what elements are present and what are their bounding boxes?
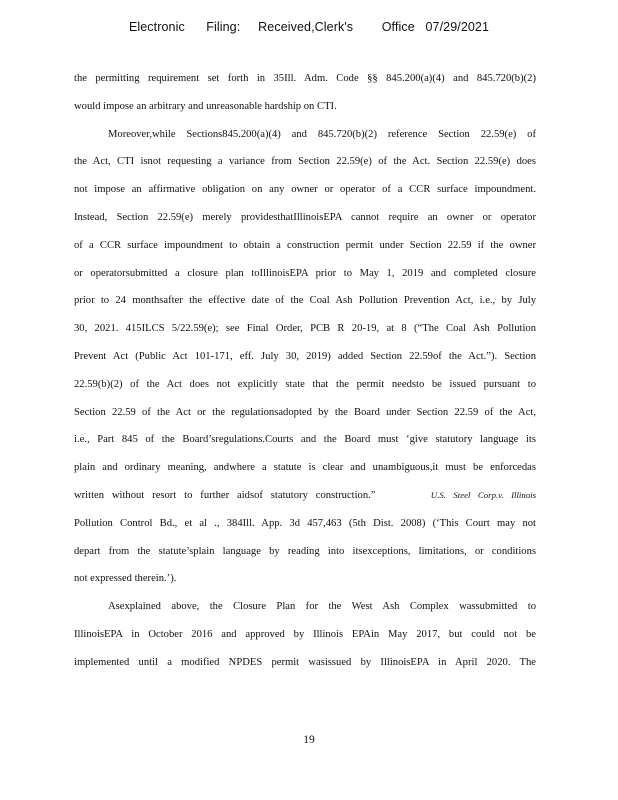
text-line: prior to 24 monthsafter the effective date of the Coal Ash Pollution Prevention Act, i.e., by July — [74, 295, 536, 307]
page-number: 19 — [303, 734, 315, 746]
text-line-with-citation — [74, 487, 536, 515]
text-line: Prevent Act (Public Act 101-171, eff. July 30, 2019) added Section 22.59of the Act.”). Section — [74, 350, 536, 362]
text-fragment: written without resort to further aidsof statutory construction.” — [74, 489, 376, 501]
text-line: Section 22.59 of the Act or the regulationsadopted by the Board under Section 22.59 of the Act, — [74, 406, 536, 418]
text-line: not expressed therein.’). — [74, 573, 177, 585]
text-line: not impose an affirmative obligation on any owner or operator of a CCR surface impoundment. — [74, 184, 536, 196]
text-line: Moreover,while Sections845.200(a)(4) and 845.720(b)(2) reference Section 22.59(e) of — [108, 128, 536, 140]
text-line: i.e., Part 845 of the Board’sregulations.Courts and the Board must ‘give statutory language its — [74, 434, 536, 446]
text-line: plain and ordinary meaning, andwhere a statute is clear and unambiguous,it must be enforcedas — [74, 462, 536, 474]
text-line: Pollution Control Bd., et al ., 384Ill. App. 3d 457,463 (5th Dist. 2008) (‘This Court may not — [74, 517, 536, 529]
text-line: Asexplained above, the Closure Plan for the West Ash Complex wassubmitted to — [108, 601, 536, 613]
text-line: of a CCR surface impoundment to obtain a construction permit under Section 22.59 if the owner — [74, 239, 536, 251]
text-line: or operatorsubmitted a closure plan toIllinoisEPA prior to May 1, 2019 and completed closure — [74, 267, 536, 279]
text-line: implemented until a modified NPDES permit wasissued by IllinoisEPA in April 2020. The — [74, 656, 536, 668]
document-body — [74, 70, 536, 682]
text-line: 30, 2021. 415ILCS 5/22.59(e); see Final Order, PCB R 20-19, at 8 (“The Coal Ash Pollution — [74, 323, 536, 335]
text-line: IllinoisEPA in October 2016 and approved by Illinois EPAin May 2017, but could not be — [74, 628, 536, 640]
text-line: Instead, Section 22.59(e) merely providesthatIllinoisEPA cannot require an owner or operator — [74, 211, 536, 223]
text-line: would impose an arbitrary and unreasonable hardship on CTI. — [74, 100, 337, 112]
text-line: depart from the statute’splain language by reading into itsexceptions, limitations, or conditions — [74, 545, 536, 557]
case-citation: U.S. Steel Corp.v. Illinois — [430, 489, 536, 500]
text-line: 22.59(b)(2) of the Act does not explicitly state that the permit needsto be issued pursuant to — [74, 378, 536, 390]
text-line: the permitting requirement set forth in 35Ill. Adm. Code §§ 845.200(a)(4) and 845.720(b)(2) — [74, 73, 536, 84]
filing-stamp-header: Electronic Filing: Received,Clerk's Office 07/29/2021 — [128, 20, 490, 34]
text-line: the Act, CTI isnot requesting a variance from Section 22.59(e) of the Act. Section 22.59(e) does — [74, 156, 536, 168]
